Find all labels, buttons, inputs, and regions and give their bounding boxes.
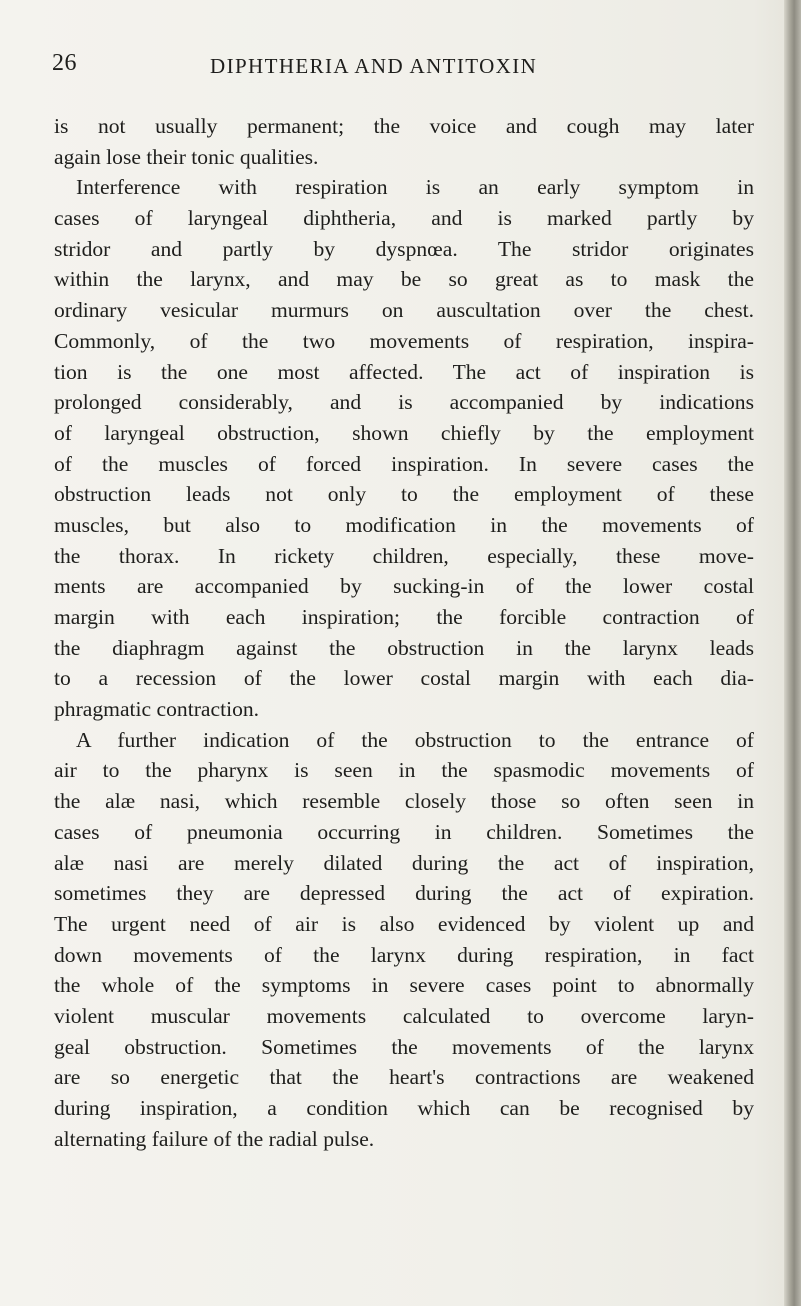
text-line: prolonged considerably, and is accompanied by indications [54, 390, 754, 415]
text-line: down movements of the larynx during respiration, in fact [54, 942, 754, 967]
text-line: ments are accompanied by sucking-in of the lower costal [54, 574, 754, 599]
text-line: The urgent need of air is also evidenced by violent up and [54, 911, 754, 936]
running-title: DIPHTHERIA AND ANTITOXIN [210, 54, 538, 78]
page-edge-shadow [784, 0, 801, 1306]
text-line: alæ nasi are merely dilated during the act of inspiration, [54, 850, 754, 875]
text-line: is not usually permanent; the voice and cough may later [54, 114, 754, 138]
text-line: tion is the one most affected. The act of inspiration is [54, 359, 754, 384]
text-line: the thorax. In rickety children, especially, these move- [54, 543, 754, 568]
text-line: the alæ nasi, which resemble closely those so often seen in [54, 789, 754, 814]
text-line: ordinary vesicular murmurs on auscultation over the chest. [54, 298, 754, 323]
text-line: geal obstruction. Sometimes the movements of the larynx [54, 1034, 754, 1059]
text-line: the whole of the symptoms in severe cases point to abnormally [54, 973, 754, 998]
text-line: alternating failure of the radial pulse. [54, 1126, 375, 1151]
text-line: stridor and partly by dyspnœa. The stridor originates [54, 236, 754, 261]
text-line: violent muscular movements calculated to overcome laryn- [54, 1003, 754, 1028]
text-line: within the larynx, and may be so great as to mask the [54, 267, 754, 292]
text-line: again lose their tonic qualities. [54, 144, 319, 169]
text-line: Commonly, of the two movements of respiration, inspira- [54, 328, 754, 353]
text-line: muscles, but also to modification in the movements of [54, 512, 754, 537]
text-line: Interference with respiration is an early symptom in [76, 175, 754, 200]
text-line: of the muscles of forced inspiration. In severe cases the [54, 451, 754, 476]
text-line: phragmatic contraction. [54, 697, 260, 722]
text-line: during inspiration, a condition which can be recognised by [54, 1096, 754, 1120]
text-line: obstruction leads not only to the employment of these [54, 482, 754, 507]
page-header [52, 50, 752, 84]
text-line: the diaphragm against the obstruction in the larynx leads [54, 635, 754, 660]
text-line: to a recession of the lower costal margin with each dia- [54, 666, 754, 691]
text-line: sometimes they are depressed during the act of expiration. [54, 881, 754, 906]
text-line: air to the pharynx is seen in the spasmodic movements of [54, 758, 754, 783]
text-line: of laryngeal obstruction, shown chiefly by the employment [54, 420, 754, 445]
text-line: A further indication of the obstruction to the entrance of [76, 727, 754, 752]
body-text [54, 111, 754, 1154]
text-line: are so energetic that the heart's contractions are weakened [54, 1065, 754, 1090]
text-line: cases of pneumonia occurring in children. Sometimes the [54, 819, 754, 844]
text-line: cases of laryngeal diphtheria, and is marked partly by [54, 206, 754, 231]
page-number: 26 [52, 50, 77, 76]
text-line: margin with each inspiration; the forcible contraction of [54, 605, 754, 629]
